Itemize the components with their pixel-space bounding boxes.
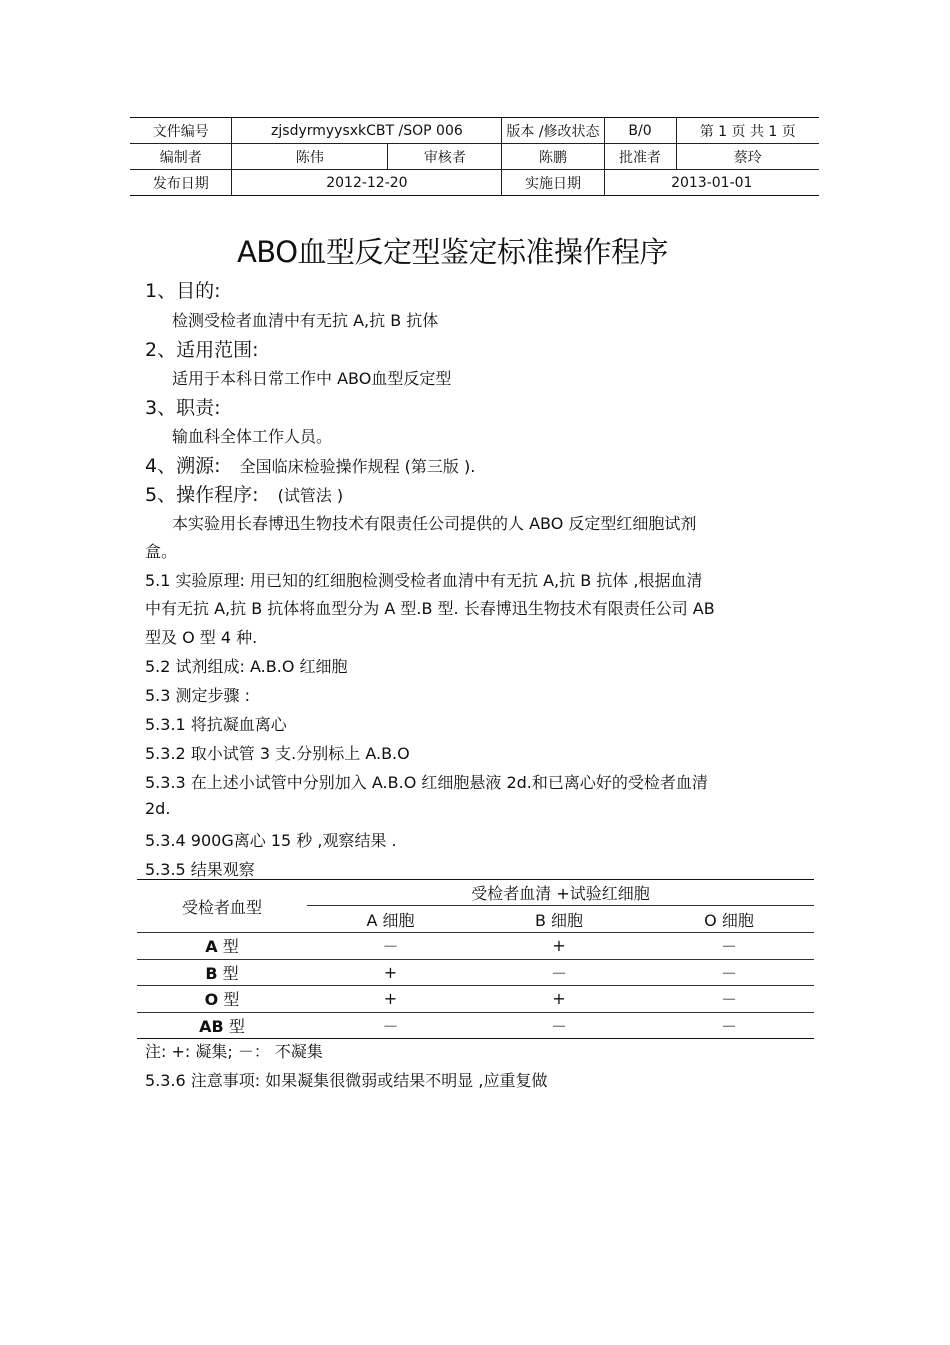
effective-date-value: 2013-01-01	[604, 170, 819, 196]
para-5-3-5: 5.3.5 结果观察	[145, 860, 255, 879]
para-5-3-2: 5.3.2 取小试管 3 支.分别标上 A.B.O	[145, 744, 410, 763]
reviewer-label: 审核者	[388, 144, 502, 170]
section-5-note: (试管法 )	[277, 486, 344, 505]
document-header-table	[130, 117, 819, 196]
section-4-heading: 4、溯源:	[145, 455, 221, 477]
section-4-text: 全国临床检验操作规程 (第三版 ).	[239, 457, 476, 476]
para-5-1-line-3: 型及 O 型 4 种.	[145, 628, 258, 647]
section-1-text: 检测受检者血清中有无抗 A,抗 B 抗体	[172, 311, 439, 330]
para-5-1-line-2: 中有无抗 A,抗 B 抗体将血型分为 A 型.B 型. 长春博迅生物技术有限责任公司 AB	[145, 599, 715, 618]
section-3-text: 输血科全体工作人员。	[172, 427, 333, 446]
editor-value: 陈伟	[232, 144, 388, 170]
blood-type-cell: O 型	[137, 986, 307, 1013]
version-value: B/0	[604, 118, 676, 144]
result-cell: －	[644, 959, 814, 986]
approver-label: 批准者	[604, 144, 676, 170]
para-5-3-3-line-2: 2d.	[145, 799, 171, 818]
result-cell: －	[474, 1012, 644, 1039]
result-cell: +	[474, 933, 644, 960]
table-note: 注: +: 凝集; －： 不凝集	[145, 1042, 323, 1061]
section-3-heading: 3、职责:	[145, 397, 221, 419]
para-5-3-4: 5.3.4 900G离心 15 秒 ,观察结果 .	[145, 831, 397, 850]
result-cell: +	[474, 986, 644, 1013]
result-cell: －	[644, 986, 814, 1013]
row-header-blood-type: 受检者血型	[137, 880, 307, 933]
reviewer-value: 陈鹏	[502, 144, 604, 170]
section-2-heading: 2、适用范围:	[145, 339, 259, 361]
result-cell: +	[307, 986, 474, 1013]
result-cell: －	[307, 933, 474, 960]
approver-value: 蔡玲	[676, 144, 819, 170]
section-5-heading: 5、操作程序:	[145, 484, 259, 506]
para-5-3: 5.3 测定步骤 :	[145, 686, 251, 705]
result-cell: －	[644, 1012, 814, 1039]
page-indicator: 第 1 页 共 1 页	[676, 118, 819, 144]
effective-date-label: 实施日期	[502, 170, 604, 196]
table-row	[137, 959, 814, 986]
group-header: 受检者血清 +试验红细胞	[307, 880, 814, 906]
result-cell: +	[307, 959, 474, 986]
section-5-text-line-2: 盒。	[145, 542, 178, 561]
para-5-3-1: 5.3.1 将抗凝血离心	[145, 715, 287, 734]
para-5-3-3-line-1: 5.3.3 在上述小试管中分别加入 A.B.O 红细胞悬液 2d.和已离心好的受检者血清	[145, 773, 708, 792]
result-cell: －	[307, 1012, 474, 1039]
blood-type-cell: B 型	[137, 959, 307, 986]
column-header-b-cell: B 细胞	[474, 906, 644, 933]
editor-label: 编制者	[130, 144, 232, 170]
table-row	[137, 986, 814, 1013]
doc-no-value: zjsdyrmyysxkCBT /SOP 006	[232, 118, 502, 144]
result-cell: －	[474, 959, 644, 986]
result-cell: －	[644, 933, 814, 960]
section-1-heading: 1、目的:	[145, 280, 221, 302]
para-5-2: 5.2 试剂组成: A.B.O 红细胞	[145, 657, 348, 676]
document-title: ABO血型反定型鉴定标准操作程序	[236, 235, 669, 269]
issue-date-value: 2012-12-20	[232, 170, 502, 196]
table-row	[137, 1012, 814, 1039]
blood-type-cell: A 型	[137, 933, 307, 960]
column-header-a-cell: A 细胞	[307, 906, 474, 933]
section-2-text: 适用于本科日常工作中 ABO血型反定型	[172, 369, 452, 388]
issue-date-label: 发布日期	[130, 170, 232, 196]
version-label: 版本 /修改状态	[502, 118, 604, 144]
para-5-3-6: 5.3.6 注意事项: 如果凝集很微弱或结果不明显 ,应重复做	[145, 1071, 548, 1090]
section-5-text-line-1: 本实验用长春博迅生物技术有限责任公司提供的人 ABO 反定型红细胞试剂	[172, 514, 697, 533]
blood-type-cell: AB 型	[137, 1012, 307, 1039]
para-5-1-line-1: 5.1 实验原理: 用已知的红细胞检测受检者血清中有无抗 A,抗 B 抗体 ,根据血清	[145, 571, 703, 590]
table-row	[137, 933, 814, 960]
column-header-o-cell: O 细胞	[644, 906, 814, 933]
doc-no-label: 文件编号	[130, 118, 232, 144]
result-table	[137, 879, 814, 1039]
